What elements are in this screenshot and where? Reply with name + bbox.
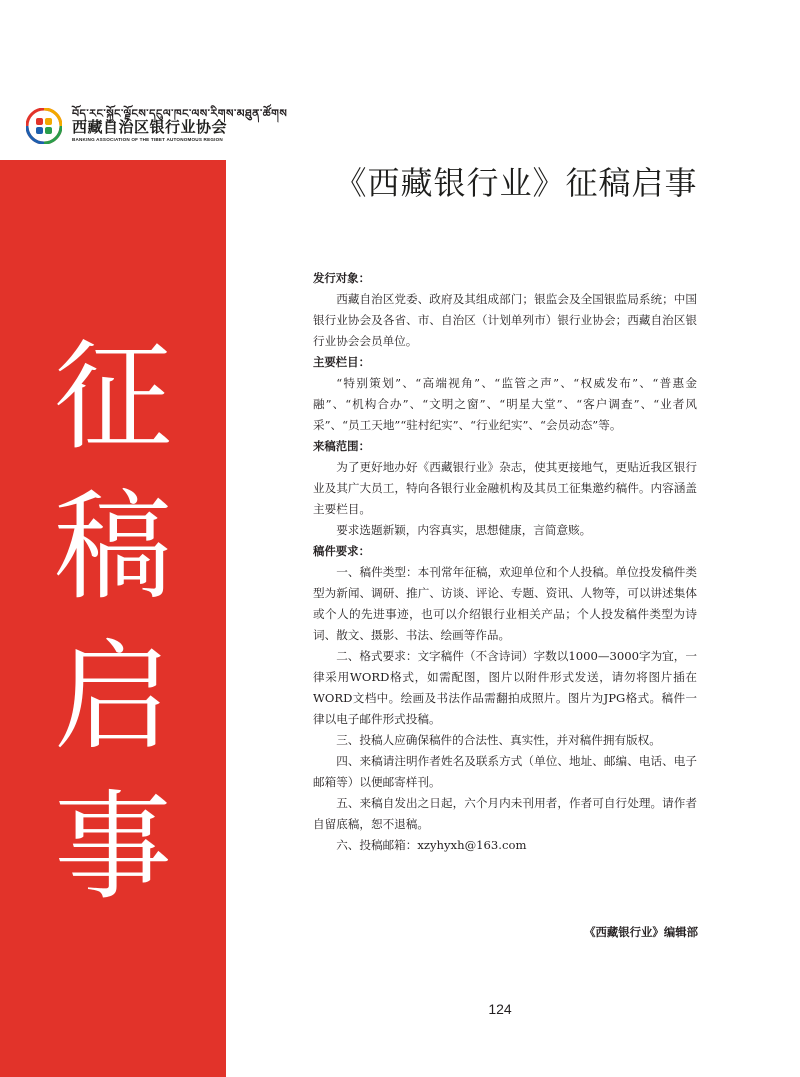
- paragraph: 四、来稿请注明作者姓名及联系方式（单位、地址、邮编、电话、电子邮箱等）以便邮寄样刊。: [313, 754, 697, 789]
- section-heading-scope: 来稿范围：: [313, 439, 370, 453]
- paragraph: 要求选题新颖，内容真实，思想健康，言简意赅。: [336, 523, 592, 537]
- red-sidebar-band: [0, 160, 226, 1077]
- sidebar-char-2: 稿: [53, 478, 172, 616]
- page-number: 124: [488, 1001, 512, 1017]
- section-heading-audience: 发行对象：: [313, 271, 370, 285]
- org-name-chinese: 西藏自治区银行业协会: [72, 118, 228, 136]
- banking-association-logo-icon: [26, 108, 62, 144]
- paragraph: 一、稿件类型：本刊常年征稿，欢迎单位和个人投稿。单位投发稿件类型为新闻、调研、推广、访谈、评论、专题、资讯、人物等，可以讲述集体或个人的先进事迹，也可以介绍银行业相关产品；个人投发稿件类型为诗词、散文、摄影、书法、绘画等作品。: [313, 565, 697, 642]
- paragraph: 西藏自治区党委、政府及其组成部门；银监会及全国银监局系统；中国银行业协会及各省、市、自治区（计划单列市）银行业协会；西藏自治区银行业协会会员单位。: [313, 292, 697, 348]
- editorial-signature: 《西藏银行业》编辑部: [584, 925, 698, 939]
- sidebar-char-1: 征: [53, 328, 172, 466]
- page-title: 《西藏银行业》征稿启事: [334, 164, 698, 202]
- org-name-english: BANKING ASSOCIATION OF THE TIBET AUTONOMOUS REGION: [72, 137, 223, 142]
- paragraph: 为了更好地办好《西藏银行业》杂志，使其更接地气，更贴近我区银行业及其广大员工，特向各银行业金融机构及其员工征集邀约稿件。内容涵盖主要栏目。: [313, 460, 697, 516]
- header-logo-block: [26, 100, 288, 150]
- notice-body: [313, 268, 697, 856]
- paragraph: “特别策划”、“高端视角”、“监管之声”、“权威发布”、“普惠金融”、“机构合办”、“文明之窗”、“明星大堂”、“客户调查”、“业者风采”、“员工天地”“驻村纪实”、“行业纪实”、“会员动态”等。: [313, 376, 697, 432]
- paragraph: 三、投稿人应确保稿件的合法性、真实性，并对稿件拥有版权。: [336, 733, 661, 747]
- sidebar-char-4: 事: [53, 778, 172, 916]
- section-heading-columns: 主要栏目：: [313, 355, 370, 369]
- paragraph: 二、格式要求：文字稿件（不含诗词）字数以1000—3000字为宜，一律采用WORD格式，如需配图，图片以附件形式发送，请勿将图片插在WORD文档中。绘画及书法作品需翻拍成照片。图片为JPG格式。稿件一律以电子邮件形式投稿。: [313, 649, 697, 726]
- org-name-tibetan: བོད་རང་སྐྱོང་ལྗོངས་དངུལ་ཁང་ལས་རིགས་མཐུན་ཚོགས: [72, 107, 288, 120]
- sidebar-char-3: 启: [53, 628, 172, 766]
- paragraph: 五、来稿自发出之日起，六个月内未刊用者，作者可自行处理。请作者自留底稿，恕不退稿。: [313, 796, 697, 831]
- submission-email: 六、投稿邮箱：xzyhyxh@163.com: [336, 838, 527, 852]
- section-heading-requirements: 稿件要求：: [313, 544, 370, 558]
